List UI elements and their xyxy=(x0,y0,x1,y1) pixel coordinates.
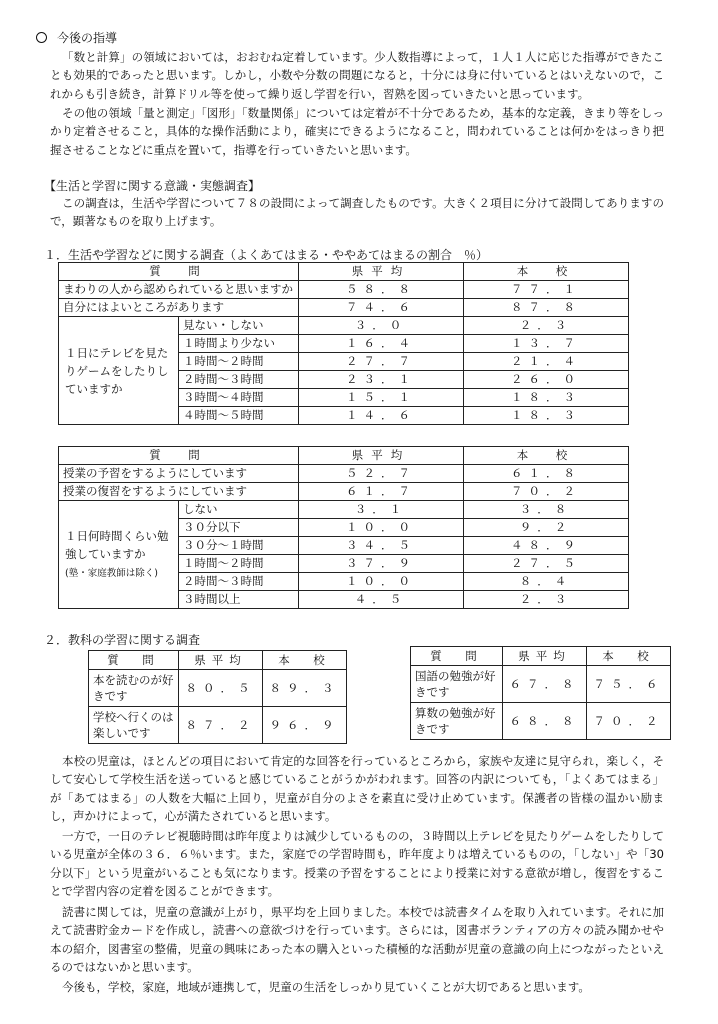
table-header-row: 質 問 県平均 本 校 xyxy=(89,651,347,670)
lifestyle-table-2 xyxy=(58,446,629,609)
table-row: 授業の復習をするようにしています ６１．７ ７０．２ xyxy=(59,483,629,501)
school-header: 本 校 xyxy=(464,447,629,465)
future-paragraph-2: その他の領域「量と測定」「図形」「数量関係」については定着が不十分であるため，基本的な定義，きまり等をしっかり定着させること，具体的な操作活動により，確実にできるようになること，問われていることは何かをはっきり把握させることなどに重点を置いて，指導を行っていきたいと思います。 xyxy=(50,106,664,157)
section2-title: ２．教科の学習に関する調査 xyxy=(44,633,201,647)
future-paragraph-1: 「数と計算」の領域においては，おおむね定着しています。少人数指導によって，１人１人に応じた指導ができたことも効果的であったと思います。しかし，小数や分数の問題になると，十分には身に付いているとはいえないので，これからも引き続き，計算ドリル等を使って繰り返し学習を行い，習熟を図っていきたいと思っています。 xyxy=(50,50,664,101)
survey-heading: 【生活と学習に関する意識・実態調査】 xyxy=(44,179,261,193)
table-row: 算数の勉強が好きです ６８．８ ７０．２ xyxy=(411,703,671,740)
question-header: 質 問 xyxy=(59,447,299,465)
table-row: ３０分〜１時間 ３４．５ ４８．９ xyxy=(59,537,629,555)
table-row: １日何時間くらい勉強していますか (塾・家庭教師は除く) しない ３．１ ３．８ xyxy=(59,501,629,519)
pref-avg-header: 県平均 xyxy=(299,447,464,465)
future-heading: 今後の指導 xyxy=(36,30,117,46)
table-header-row xyxy=(59,447,629,465)
table-row: １時間〜２時間 ３７．９ ２７．５ xyxy=(59,555,629,573)
table-row: ３０分以下 １０．０ ９．２ xyxy=(59,519,629,537)
study-time-question: １日何時間くらい勉強していますか (塾・家庭教師は除く) xyxy=(59,501,179,609)
question-header: 質 問 xyxy=(59,263,299,281)
table-row: 授業の予習をするようにしています ５２．７ ６１．８ xyxy=(59,465,629,483)
circle-bullet-icon xyxy=(36,32,47,43)
table-header-row: 質 問 県平均 本 校 xyxy=(411,647,671,666)
table-row: 自分にはよいところがあります ７４．６ ８７．８ xyxy=(59,299,629,317)
table-header-row xyxy=(59,263,629,281)
table-row: まわりの人から認められていると思いますか ５８．８ ７７．１ xyxy=(59,281,629,299)
table-row: 国語の勉強が好きです ６７．８ ７５．６ xyxy=(411,666,671,703)
conclusion-paragraph-1: 本校の児童は，ほとんどの項目において肯定的な回答を行っているところから，家族や友達に見守られ，楽しく，そして安心して学校生活を送っていると感じていることがうかがわれます。回答の内訳についても，「よくあてはまる」が「あてはまる」の人数を大幅に上回り，児童が自分のよさを素直に受け止めています。保護者の皆様の温かい励まし，声かけによって，心が満たされていると思います。 xyxy=(50,754,664,824)
table-row: １時間〜２時間 ２７．７ ２１．４ xyxy=(59,353,629,371)
school-header: 本 校 xyxy=(464,263,629,281)
conclusion-paragraph-3: 読書に関しては，児童の意識が上がり，県平均を上回りました。本校では読書タイムを取り入れています。それに加えて読書貯金カードを作成し，読書への意欲づけを行っています。さらには，図書ボランティアの方々の読み聞かせや本の紹介，図書室の整備，児童の興味にあった本の購入といった積極的な活動が児童の意識の向上につながったといえるのではないかと思います。 xyxy=(50,905,664,975)
tv-game-question: １日にテレビを見たりゲームをしたりしていますか xyxy=(59,317,179,425)
conclusion-paragraph-2: 一方で，一日のテレビ視聴時間は昨年度よりは減少しているものの，３時間以上テレビを見たりゲームをしたりしている児童が全体の３６．６％います。また，家庭での学習時間も，昨年度よりは増えているものの，「しない」や「30分以下」という児童がいることも気になります。授業の予習をすることにより授業に対する意欲が増し，復習をすることで学習内容の定着を図ることができます。 xyxy=(50,829,664,899)
table-row: 本を読むのが好きです ８０．５ ８９．３ xyxy=(89,670,347,707)
table-row: ３時間以上 ４．５ ２．３ xyxy=(59,591,629,609)
subject-table-left xyxy=(88,650,347,744)
lifestyle-table-1 xyxy=(58,262,629,425)
survey-intro: この調査は，生活や学習について７８の設問によって調査したものです。大きく２項目に分けて設問してありますので，顕著なものを取り上げます。 xyxy=(50,196,664,229)
conclusion-paragraph-4: 今後も，学校，家庭，地域が連携して，児童の生活をしっかり見ていくことが大切であると思います。 xyxy=(62,980,590,994)
table-row: 学校へ行くのは楽しいです ８７．２ ９６．９ xyxy=(89,707,347,744)
pref-avg-header: 県平均 xyxy=(299,263,464,281)
study-time-note: (塾・家庭教師は除く) xyxy=(65,567,158,579)
table-row: １日にテレビを見たりゲームをしたりしていますか 見ない・しない ３．０ ２．３ xyxy=(59,317,629,335)
table-row: ３時間〜４時間 １５．１ １８．３ xyxy=(59,389,629,407)
table-row: １時間より少ない １６．４ １３．７ xyxy=(59,335,629,353)
subject-table-right xyxy=(410,646,671,740)
table-row: ２時間〜３時間 １０．０ ８．４ xyxy=(59,573,629,591)
section1-title: １．生活や学習などに関する調査（よくあてはまる・ややあてはまるの割合 ％） xyxy=(44,248,489,262)
table-row: ２時間〜３時間 ２３．１ ２６．０ xyxy=(59,371,629,389)
table-row: ４時間〜５時間 １４．６ １８．３ xyxy=(59,407,629,425)
